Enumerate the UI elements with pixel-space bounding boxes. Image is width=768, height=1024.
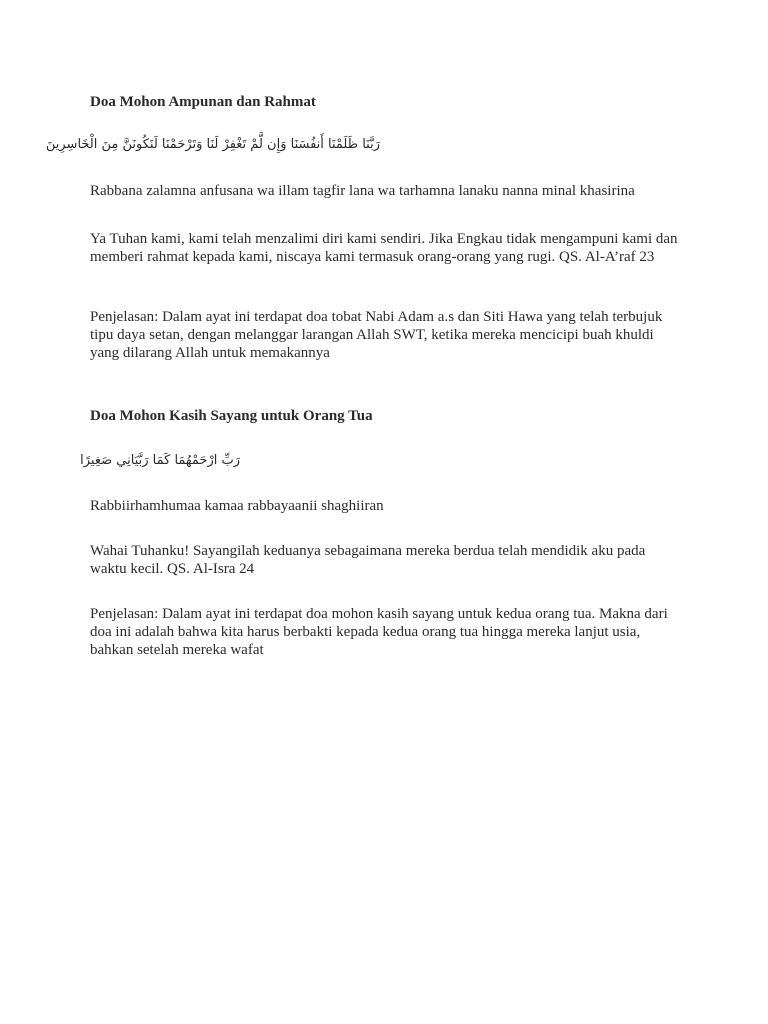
- section-heading: Doa Mohon Kasih Sayang untuk Orang Tua: [90, 408, 373, 424]
- arabic-verse: رَبِّ ارْحَمْهُمَا كَمَا رَبَّيَانِي صَغِيرًا: [80, 453, 240, 468]
- translation-text: Wahai Tuhanku! Sayangilah keduanya sebagaimana mereka berdua telah mendidik aku pada waktu kecil. QS. Al-Isra 24: [90, 543, 646, 577]
- transliteration-text: Rabbana zalamna anfusana wa illam tagfir lana wa tarhamna lanaku nanna minal khasirina: [90, 183, 635, 199]
- section-heading: Doa Mohon Ampunan dan Rahmat: [90, 94, 316, 110]
- explanation-text: Penjelasan: Dalam ayat ini terdapat doa mohon kasih sayang untuk kedua orang tua. Makna dari doa ini adalah bahwa kita harus berbakti kepada kedua orang tua hingga mereka lanjut usia, bahkan setelah mereka wafat: [90, 606, 668, 658]
- explanation-text: Penjelasan: Dalam ayat ini terdapat doa tobat Nabi Adam a.s dan Siti Hawa yang telah terbujuk tipu daya setan, dengan melanggar larangan Allah SWT, ketika mereka mencicipi buah khuldi yang dilarang Allah untuk memakannya: [90, 309, 663, 361]
- translation-text: Ya Tuhan kami, kami telah menzalimi diri kami sendiri. Jika Engkau tidak mengampuni kami dan memberi rahmat kepada kami, niscaya kami termasuk orang-orang yang rugi. QS. Al-A’raf 23: [90, 231, 678, 265]
- transliteration-text: Rabbiirhamhumaa kamaa rabbayaanii shaghiiran: [90, 498, 384, 514]
- arabic-verse: رَبَّنَا ظَلَمْنَا أَنفُسَنَا وَإِن لَّمْ تَغْفِرْ لَنَا وَتَرْحَمْنَا لَنَكُونَنَّ مِنَ الْخَاسِرِينَ: [45, 137, 380, 152]
